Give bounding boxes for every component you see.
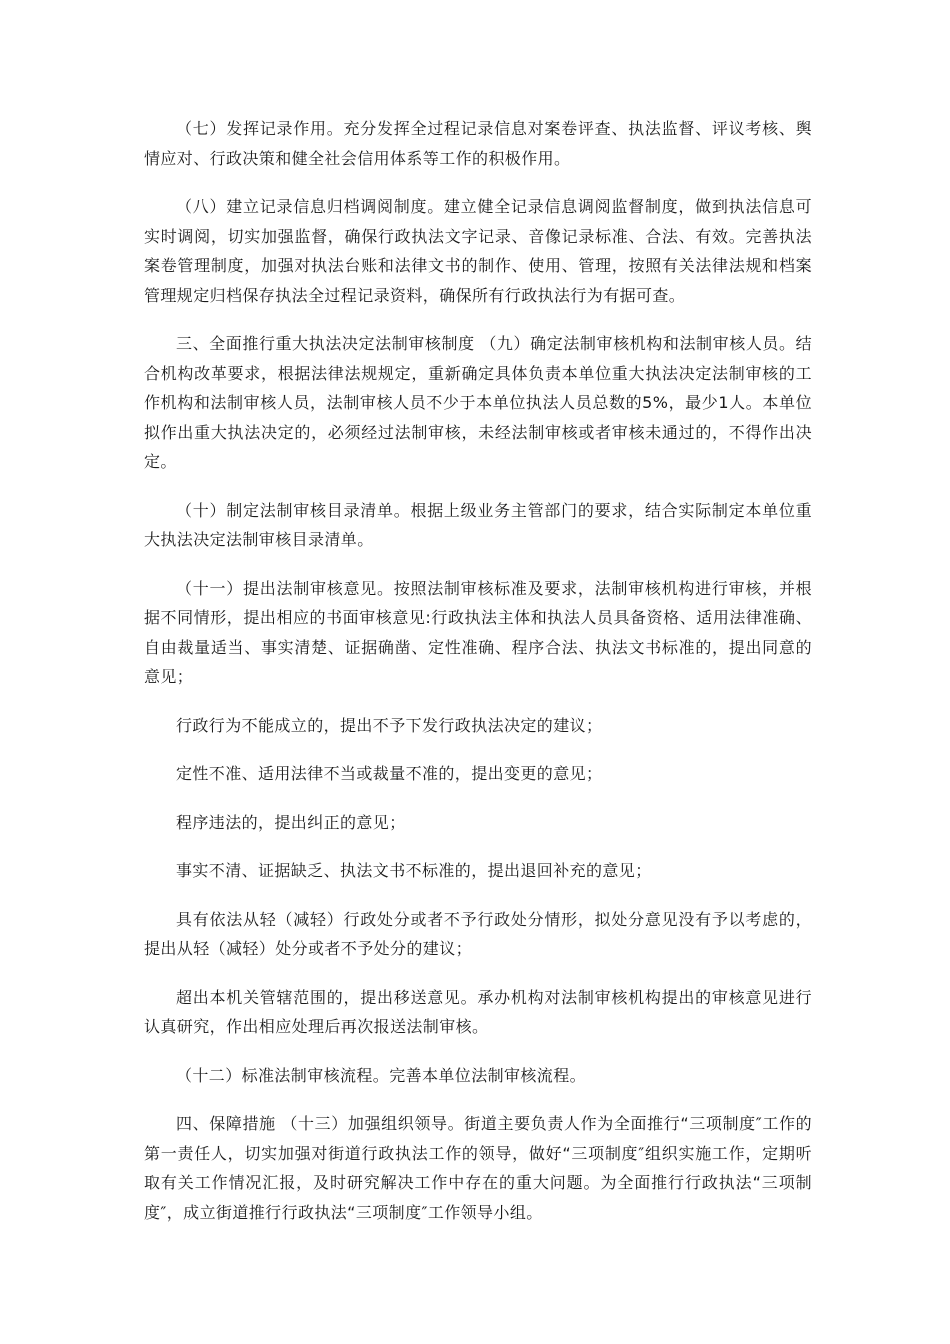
paragraph-10-review-catalog: （十）制定法制审核目录清单。根据上级业务主管部门的要求，结合实际制定本单位重大执法决定法制审核目录清单。 bbox=[144, 500, 812, 549]
paragraph-11-review-opinion: （十一）提出法制审核意见。按照法制审核标准及要求，法制审核机构进行审核，并根据不同情形，提出相应的书面审核意见:行政执法主体和执法人员具备资格、适用法律准确、自由裁量适当、事实清楚、证据确凿、定性准确、程序合法、执法文书标准的，提出同意的意见； bbox=[144, 578, 812, 686]
paragraph-4-safeguards: 四、保障措施 （十三）加强组织领导。街道主要负责人作为全面推行“三项制度″工作的第一责任人，切实加强对街道行政执法工作的领导，做好“三项制度″组织实施工作，定期听取有关工作情况汇报，及时研究解决工作中存在的重大问题。为全面推行行政执法“三项制度″，成立街道推行行政执法“三项制度″工作领导小组。 bbox=[144, 1114, 812, 1222]
document-body bbox=[144, 114, 812, 1246]
list-item-return-opinion: 事实不清、证据缺乏、执法文书不标准的，提出退回补充的意见； bbox=[176, 861, 652, 880]
list-item-lighter-penalty: 具有依法从轻（减轻）行政处分或者不予行政处分情形，拟处分意见没有予以考虑的，提出从轻（减轻）处分或者不予处分的建议； bbox=[144, 909, 812, 958]
paragraph-8-archive-system: （八）建立记录信息归档调阅制度。建立健全记录信息调阅监督制度，做到执法信息可实时调阅，切实加强监督，确保行政执法文字记录、音像记录标准、合法、有效。完善执法案卷管理制度，加强对执法台账和法律文书的制作、使用、管理，按照有关法律法规和档案管理规定归档保存执法全过程记录资料，确保所有行政执法行为有据可查。 bbox=[144, 197, 812, 305]
list-item-change-opinion: 定性不准、适用法律不当或裁量不准的，提出变更的意见； bbox=[176, 764, 603, 783]
list-item-not-established: 行政行为不能成立的，提出不予下发行政执法决定的建议； bbox=[176, 715, 603, 735]
paragraph-12-review-process: （十二）标准法制审核流程。完善本单位法制审核流程。 bbox=[176, 1065, 587, 1085]
list-item-transfer-opinion: 超出本机关管辖范围的，提出移送意见。承办机构对法制审核机构提出的审核意见进行认真研究，作出相应处理后再次报送法制审核。 bbox=[144, 987, 812, 1036]
list-item-correct-opinion: 程序违法的，提出纠正的意见； bbox=[176, 812, 406, 832]
paragraph-7-record-role: （七）发挥记录作用。充分发挥全过程记录信息对案卷评查、执法监督、评议考核、舆情应对、行政决策和健全社会信用体系等工作的积极作用。 bbox=[144, 119, 812, 168]
paragraph-3-legal-review-system: 三、全面推行重大执法决定法制审核制度 （九）确定法制审核机构和法制审核人员。结合机构改革要求，根据法律法规规定，重新确定具体负责本单位重大执法决定法制审核的工作机构和法制审核人员，法制审核人员不少于本单位执法人员总数的5%，最少1人。本单位拟作出重大执法决定的，必须经过法制审核，未经法制审核或者审核未通过的，不得作出决定。 bbox=[144, 334, 812, 471]
